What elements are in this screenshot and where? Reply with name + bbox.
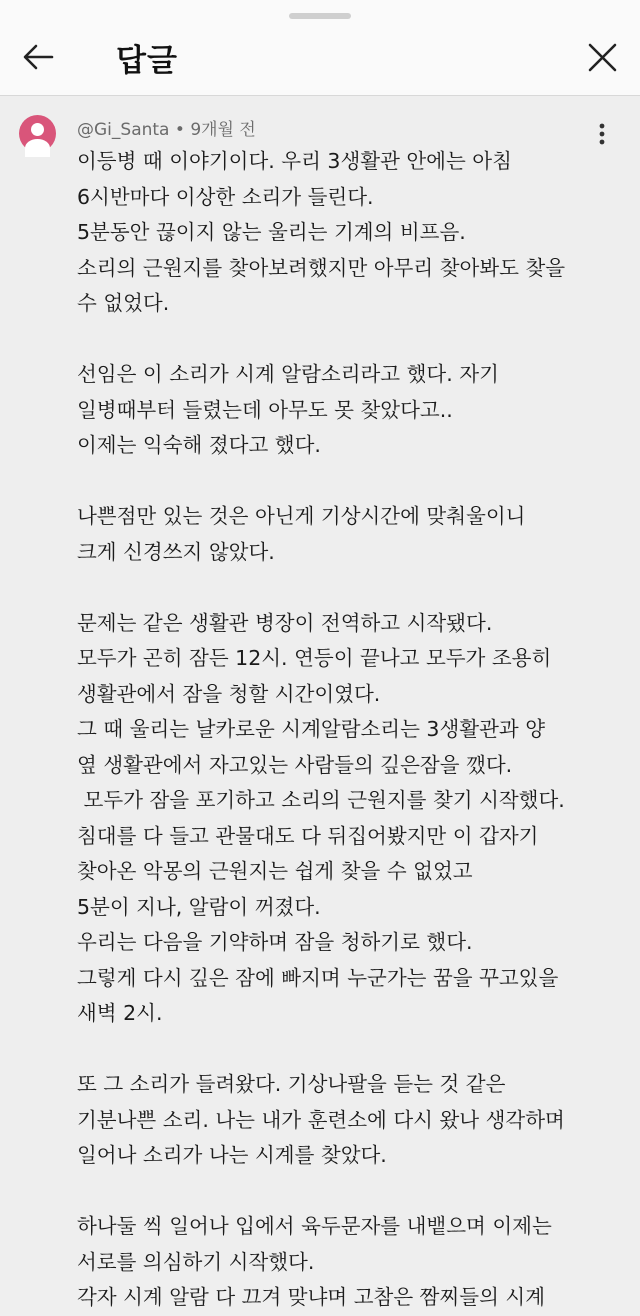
arrow-left-icon	[16, 36, 60, 80]
comment-time: 9개월 전	[190, 120, 256, 140]
comment-item	[0, 96, 640, 1309]
avatar-head-shape	[31, 123, 44, 136]
avatar-body-shape	[25, 139, 50, 157]
avatar[interactable]	[19, 115, 56, 152]
comment-author[interactable]: @Gi_Santa	[77, 120, 170, 140]
drag-handle[interactable]	[289, 13, 351, 19]
page-title: 답글	[116, 43, 178, 79]
back-button[interactable]	[16, 36, 60, 80]
meta-separator: •	[169, 120, 191, 140]
close-button[interactable]	[580, 36, 624, 80]
replies-header	[0, 0, 640, 96]
comment-meta	[77, 115, 256, 140]
comment-body: 이등병 때 이야기이다. 우리 3생활관 안에는 아침 6시반마다 이상한 소리가 들린다. 5분동안 끊이지 않는 울리는 기계의 비프음. 소리의 근원지를 찾아보려했지만 아무리 찾아봐도 찾을 수 없었다. 선임은 이 소리가 시계 알람소리라고 했다. 자기 일병때부터 들렸는데 아무도 못 찾았다고.. 이제는 익숙해 졌다고 했다. 나쁜점만 있는 것은 아닌게 기상시간에 맞춰울이니 크게 신경쓰지 않았다. 문제는 같은 생활관 병장이 전역하고 시작됐다. 모두가 곤히 잠든 12시. 연등이 끝나고 모두가 조용히 생활관에서 잠을 청할 시간이였다. 그 때 울리는 날카로운 시계알람소리는 3생활관과 양 옆 생활관에서 자고있는 사람들의 깊은잠을 깼다. 모두가 잠을 포기하고 소리의 근원지를 찾기 시작했다. 침대를 다 들고 관물대도 다 뒤집어봤지만 이 갑자기 찾아온 악몽의 근원지는 쉽게 찾을 수 없었고 5분이 지나, 알람이 꺼졌다. 우리는 다음을 기약하며 잠을 청하기로 했다. 그렇게 다시 깊은 잠에 빠지며 누군가는 꿈을 꾸고있을 새벽 2시. 또 그 소리가 들려왔다. 기상나팔을 듣는 것 같은 기분나쁜 소리. 나는 내가 훈련소에 다시 왔나 생각하며 일어나 소리가 나는 시계를 찾았다. 하나둘 씩 일어나 입에서 육두문자를 내뱉으며 이제는 서로를 의심하기 시작했다. 각자 시계 알람 다 끄겨 맞냐며 고참은 짬찌들의 시계	[77, 149, 566, 1309]
close-x-icon	[580, 36, 624, 80]
